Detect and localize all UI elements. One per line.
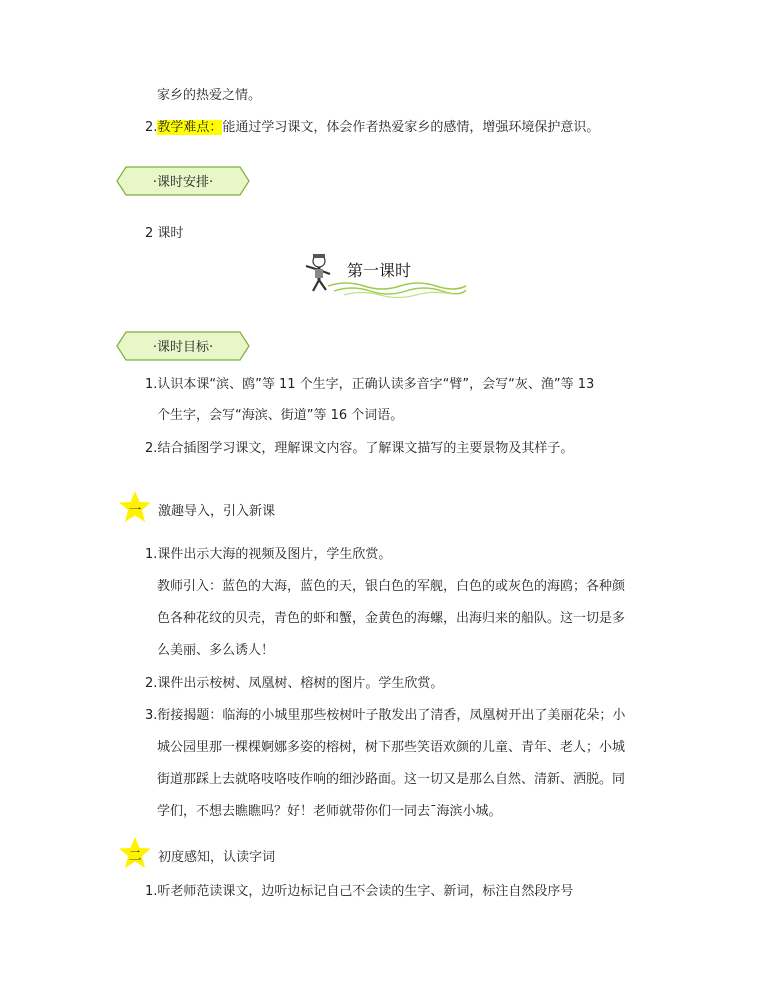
step-one-line: 色各种花纹的贝壳，青色的虾和蟹，金黄色的海螺，出海归来的船队。这一切是多 [157,611,626,626]
step-one-line: 城公园里那一棵棵婀娜多姿的榕树，树下那些笑语欢颜的儿童、青年、老人；小城 [157,740,626,755]
step-two-number: 二 [128,849,142,864]
goals-tag-label: ·课时目标· [152,340,214,355]
step-one-line: 街道那踩上去就咯吱咯吱作响的细沙路面。这一切又是那么自然、清新、洒脱。同 [157,772,626,787]
step-one-line: 学们，不想去瞧瞧吗？好！老师就带你们一同去¯海滨小城。 [157,804,502,819]
step-one-line: 3.衔接揭题：临海的小城里那些桉树叶子散发出了清香，凤凰树开出了美丽花朵；小 [145,708,626,723]
goals-tag [116,331,250,361]
step-one-number: 一 [128,503,142,518]
goal-line: 2.结合插图学习课文，理解课文内容。了解课文描写的主要景物及其样子。 [145,441,574,456]
difficulty-line [145,118,599,138]
step-one-line: 2.课件出示桉树、凤凰树、榕树的图片。学生欣赏。 [145,676,444,691]
step-one-line: 教师引入：蓝色的大海，蓝色的天，银白色的军舰，白色的或灰色的海鸥；各种颜 [157,579,626,594]
difficulty-label: 教学难点： [157,120,223,135]
continuation-line: 家乡的热爱之情。 [157,88,262,103]
schedule-tag-label: ·课时安排· [152,175,214,190]
wave-decoration-icon [326,280,468,298]
step-one-line: 1.课件出示大海的视频及图片，学生欣赏。 [145,547,392,562]
difficulty-prefix: 2. [145,120,158,135]
step-one-title: 激趣导入，引入新课 [158,504,276,519]
step-two-title: 初度感知，认读字词 [158,850,276,865]
goal-line: 1.认识本课“滨、鸥”等 11 个生字，正确认读多音字“臂”，会写“灰、渔”等 13 [145,377,595,392]
step-two-line: 1.听老师范读课文，边听边标记自己不会读的生字、新词，标注自然段序号 [145,884,574,899]
schedule-text: 2 课时 [145,226,184,241]
schedule-tag [116,166,250,196]
step-one-badge [117,490,153,524]
step-two-badge [117,836,153,870]
lesson-title: 第一课时 [347,261,412,280]
goal-line: 个生字，会写“海滨、街道”等 16 个词语。 [157,408,404,423]
difficulty-text: 能通过学习课文，体会作者热爱家乡的感情，增强环境保护意识。 [222,120,600,135]
step-one-line: 么美丽、多么诱人！ [157,643,275,658]
